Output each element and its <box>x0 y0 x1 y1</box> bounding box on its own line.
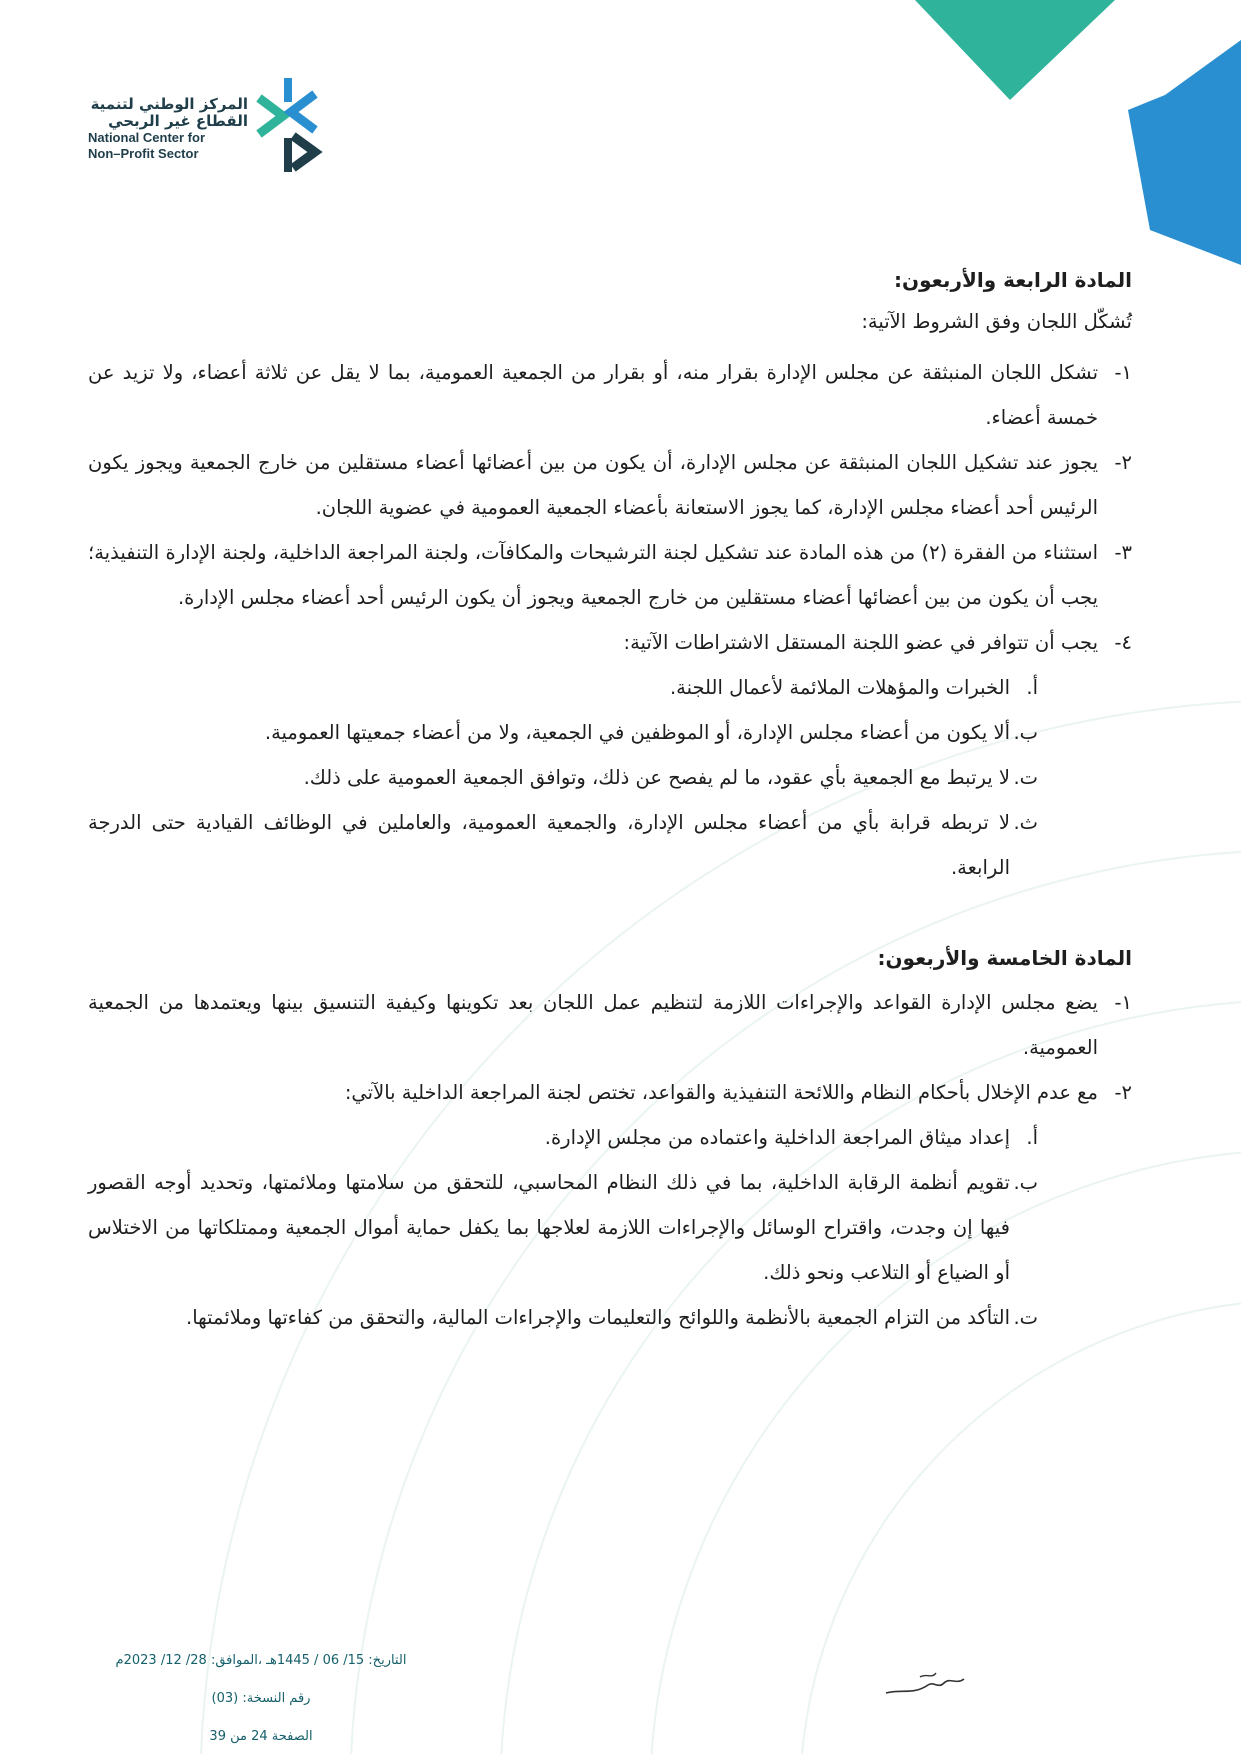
sub-list-item <box>88 1295 1038 1340</box>
logo-mark-icon <box>253 76 325 176</box>
item-text: يضع مجلس الإدارة القواعد والإجراءات اللازمة لتنظيم عمل اللجان بعد تكوينها وكيفية التنسيق بينها ويعتمدها من الجمعية العمومية. <box>88 991 1098 1059</box>
sub-item-text: لا تربطه قرابة بأي من أعضاء مجلس الإدارة، والجمعية العمومية، والعاملين في الوظائف القيادية حتى الدرجة الرابعة. <box>88 811 1010 879</box>
sub-item-letter: ب. <box>1013 1171 1038 1194</box>
list-item <box>88 620 1132 665</box>
sub-list-item <box>88 1115 1038 1160</box>
list-item <box>88 530 1132 620</box>
version-number: رقم النسخة: (03) <box>211 1691 311 1706</box>
signature-image <box>880 1663 970 1703</box>
sub-item-letter: ت. <box>1013 1306 1038 1329</box>
list-item <box>88 980 1132 1070</box>
item-text: يجوز عند تشكيل اللجان المنبثقة عن مجلس الإدارة، أن يكون من بين أعضائها أعضاء مستقلين من خارج الجمعية ويجوز يكون الرئيس أحد أعضاء مجلس الإدارة، كما يجوز الاستعانة بأعضاء الجمعية العمومية في عضوية اللجان. <box>88 451 1098 519</box>
sub-list-item <box>88 755 1038 800</box>
sub-item-letter: أ. <box>1026 676 1038 699</box>
item-text: استثناء من الفقرة (٢) من هذه المادة عند تشكيل لجنة الترشيحات والمكافآت، ولجنة المراجعة الداخلية، ولجنة الإدارة التنفيذية؛ يجب أن يكون من بين أعضائها أعضاء مستقلين من خارج الجمعية ويجوز أن يكون الرئيس أحد أعضاء مجلس الإدارة. <box>88 541 1099 609</box>
sub-list-item <box>88 1160 1038 1295</box>
item-number: ٢- <box>1114 451 1132 474</box>
page-footer <box>96 1642 426 1756</box>
corner-shape-teal <box>915 0 1115 100</box>
item-number: ١- <box>1114 991 1132 1014</box>
document-date: التاريخ: 15/ 06 / 1445هـ ،الموافق: 28/ 12/ 2023م <box>115 1653 407 1668</box>
item-text: تشكل اللجان المنبثقة عن مجلس الإدارة بقرار منه، أو بقرار من الجمعية العمومية، بما لا يقل عن ثلاثة أعضاء، ولا تزيد عن خمسة أعضاء. <box>88 361 1098 429</box>
sub-item-letter: ت. <box>1013 766 1038 789</box>
logo-text <box>88 96 248 162</box>
page-number: الصفحة 24 من 39 <box>209 1729 313 1744</box>
sub-list-item <box>88 665 1038 710</box>
list-item <box>88 350 1132 440</box>
sub-list-item <box>88 710 1038 755</box>
list-item <box>88 1070 1132 1115</box>
document-body <box>88 268 1132 1340</box>
ncnp-logo <box>88 76 328 186</box>
sub-item-text: التأكد من التزام الجمعية بالأنظمة واللوائح والتعليمات والإجراءات المالية، والتحقق من كفاءتها وملائمتها. <box>186 1306 1010 1329</box>
item-number: ٣- <box>1114 541 1132 564</box>
sub-item-text: لا يرتبط مع الجمعية بأي عقود، ما لم يفصح عن ذلك، وتوافق الجمعية العمومية على ذلك. <box>303 766 1010 789</box>
sub-item-letter: أ. <box>1026 1126 1038 1149</box>
logo-ar-line1: المركز الوطني لتنمية <box>90 95 248 113</box>
sub-item-letter: ب. <box>1013 721 1038 744</box>
sub-item-text: تقويم أنظمة الرقابة الداخلية، بما في ذلك النظام المحاسبي، للتحقق من سلامتها وملائمتها، وتحديد أوجه القصور فيها إن وجدت، واقتراح الوسائل والإجراءات اللازمة لعلاجها بما يكفل حماية أموال الجمعية وممتلكاتها من الاختلاس أو الضياع أو التلاعب ونحو ذلك. <box>88 1171 1010 1284</box>
article-44-heading: المادة الرابعة والأربعون: <box>894 268 1132 292</box>
sub-item-text: ألا يكون من أعضاء مجلس الإدارة، أو الموظفين في الجمعية، ولا من أعضاء جمعيتها العمومية. <box>264 721 1010 744</box>
item-text: مع عدم الإخلال بأحكام النظام واللائحة التنفيذية والقواعد، تختص لجنة المراجعة الداخلية بالآتي: <box>344 1081 1098 1104</box>
article-45-heading: المادة الخامسة والأربعون: <box>877 946 1132 970</box>
logo-en-line2: Non–Profit Sector <box>88 146 199 161</box>
logo-en-line1: National Center for <box>88 130 206 145</box>
sub-list-item <box>88 800 1038 890</box>
article-44-intro: تُشكّل اللجان وفق الشروط الآتية: <box>861 310 1132 333</box>
item-text: يجب أن تتوافر في عضو اللجنة المستقل الاشتراطات الآتية: <box>623 631 1098 654</box>
sub-item-text: الخبرات والمؤهلات الملائمة لأعمال اللجنة. <box>669 676 1010 699</box>
item-number: ٢- <box>1114 1081 1132 1104</box>
logo-ar-line2: القطاع غير الربحي <box>108 112 248 130</box>
item-number: ٤- <box>1114 631 1132 654</box>
sub-item-letter: ث. <box>1013 811 1038 834</box>
item-number: ١- <box>1114 361 1132 384</box>
list-item <box>88 440 1132 530</box>
corner-shape-blue <box>1128 40 1241 265</box>
sub-item-text: إعداد ميثاق المراجعة الداخلية واعتماده من مجلس الإدارة. <box>544 1126 1010 1149</box>
